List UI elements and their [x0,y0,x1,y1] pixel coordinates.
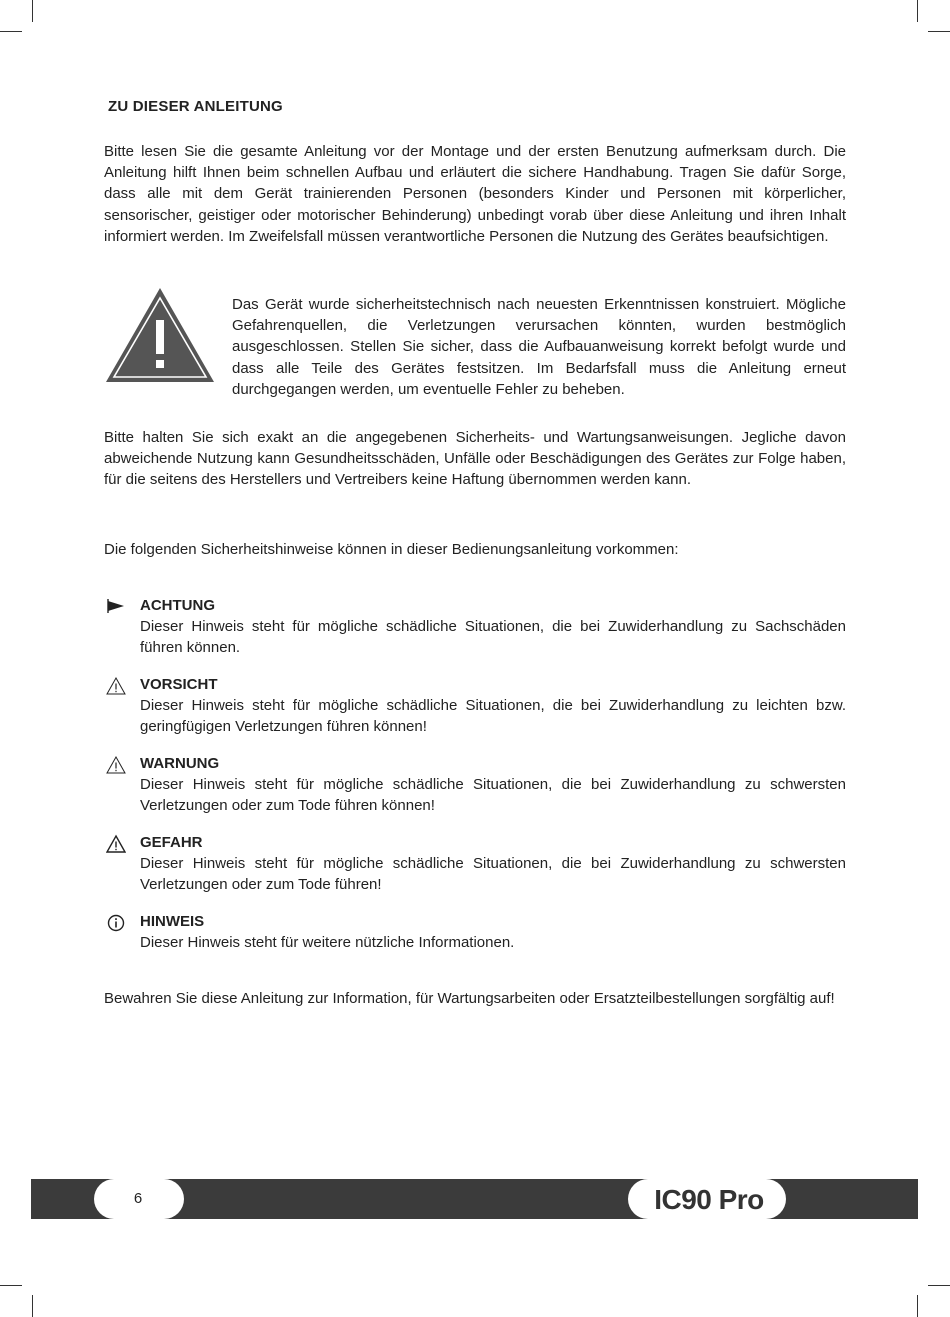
notices-intro: Die folgenden Sicherheitshinweise können in dieser Bedienungsanleitung vorkommen: [104,541,679,558]
notice-title: GEFAHR [140,834,203,851]
flag-arrow-icon [106,597,126,617]
crop-mark [32,0,33,22]
notice-text: Dieser Hinweis steht für mögliche schädliche Situationen, die bei Zuwiderhandlung zu schwersten Verletzungen oder zum Tode führen können! [140,776,846,815]
caution-triangle-icon [106,676,126,696]
info-circle-icon [106,913,126,933]
crop-mark [917,0,918,22]
warning-text: Das Gerät wurde sicherheitstechnisch nach neuesten Erkenntnissen konstruiert. Mögliche Gefahrenquellen, die Verletzungen verursachen könnten, wurden bestmöglich ausgeschlossen. Stellen Sie sicher, dass die Aufbauanweisung korrekt befolgt wurde und dass alle Teile des Gerätes festsitzen. Im Bedarfsfall muss die Anleitung erneut durchgegangen werden, um eventuelle Fehler zu beheben. [232,296,846,398]
crop-mark [0,1285,22,1286]
crop-mark [928,1285,950,1286]
notice-text: Dieser Hinweis steht für weitere nützliche Informationen. [140,934,515,951]
section-heading: ZU DIESER ANLEITUNG [108,98,283,115]
notice-text: Dieser Hinweis steht für mögliche schädliche Situationen, die bei Zuwiderhandlung zu leichten bzw. geringfügigen Verletzungen führen können! [140,697,846,736]
crop-mark [917,1295,918,1317]
intro-paragraph: Bitte lesen Sie die gesamte Anleitung vor der Montage und der ersten Benutzung aufmerksam durch. Die Anleitung hilft Ihnen beim schnellen Aufbau und erläutert die sichere Handhabung. Tragen Sie dafür Sorge, dass alle mit dem Gerät trainierenden Personen (besonders Kinder und Personen mit körperlicher, sensorischer, geistiger oder motorischer Behinderung) unbedingt vorab über diese Anleitung und ihren Inhalt informiert werden. Im Zweifelsfall müssen verantwortliche Personen die Nutzung des Gerätes beaufsichtigen. [104,143,846,245]
notice-title: WARNUNG [140,755,220,772]
page-number: 6 [133,1190,143,1207]
notice-title: VORSICHT [140,676,218,693]
safety-paragraph: Bitte halten Sie sich exakt an die angegebenen Sicherheits- und Wartungsanweisungen. Jegliche davon abweichende Nutzung kann Gesundheitsschäden, Unfälle oder Beschädigungen des Gerätes zur Folge haben, für die seitens des Herstellers und Vertreibers keine Haftung übernommen werden kann. [104,429,846,489]
warning-triangle-icon [104,286,216,386]
warning-block [104,294,846,398]
crop-mark [32,1295,33,1317]
crop-mark [0,31,22,32]
model-name: IC90 Pro [654,1184,764,1215]
notice-title: ACHTUNG [140,597,215,614]
closing-paragraph: Bewahren Sie diese Anleitung zur Information, für Wartungsarbeiten oder Ersatzteilbestellungen sorgfältig auf! [104,990,835,1007]
notice-title: HINWEIS [140,913,205,930]
caution-triangle-icon [106,755,126,775]
caution-triangle-icon [106,834,126,854]
notice-text: Dieser Hinweis steht für mögliche schädliche Situationen, die bei Zuwiderhandlung zu schwersten Verletzungen oder zum Tode führen! [140,855,846,894]
crop-mark [928,31,950,32]
notice-text: Dieser Hinweis steht für mögliche schädliche Situationen, die bei Zuwiderhandlung zu Sachschäden führen können. [140,618,846,657]
